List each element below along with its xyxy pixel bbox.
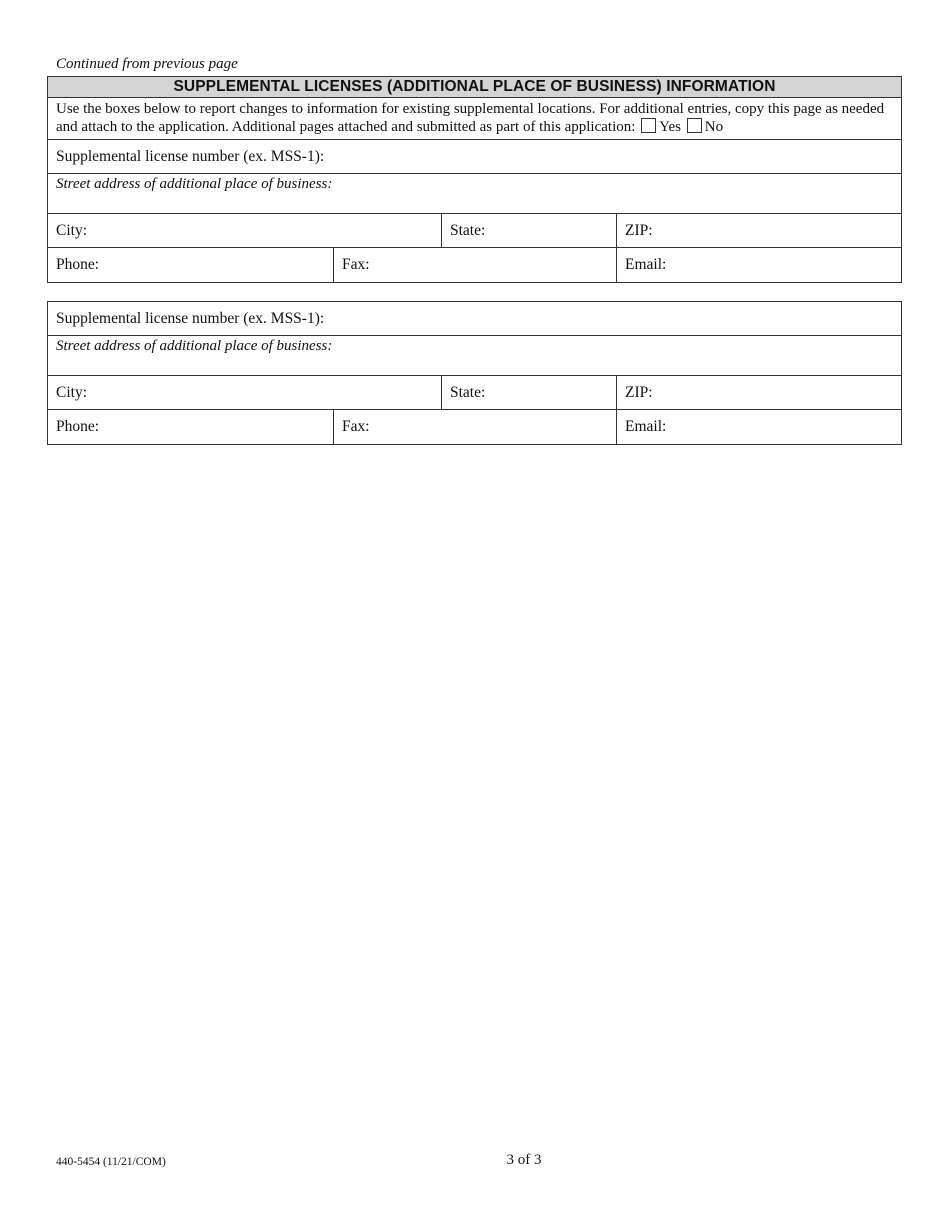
yes-label: Yes — [659, 119, 681, 135]
continued-note: Continued from previous page — [56, 56, 238, 72]
street-address-field[interactable]: Street address of additional place of business: — [56, 338, 333, 354]
zip-field[interactable]: ZIP: — [616, 214, 901, 247]
city-field[interactable]: City: — [56, 221, 88, 239]
page-number: 3 of 3 — [506, 1152, 542, 1168]
phone-field[interactable]: Phone: — [56, 418, 100, 435]
phone-field[interactable]: Phone: — [56, 256, 100, 273]
license-number-field[interactable]: Supplemental license number (ex. MSS-1): — [56, 309, 325, 327]
fax-field[interactable]: Fax: — [333, 410, 616, 444]
state-field[interactable]: State: — [441, 376, 616, 409]
section-title: SUPPLEMENTAL LICENSES (ADDITIONAL PLACE OF BUSINESS) INFORMATION — [48, 77, 901, 98]
yes-checkbox[interactable] — [641, 118, 656, 133]
instructions-text: Use the boxes below to report changes to information for existing supplemental locations. For additional entries, copy this page as needed and attach to the application. Additional pages attached and submitted as part of this application: — [56, 101, 885, 135]
fax-field[interactable]: Fax: — [333, 248, 616, 282]
supplemental-license-block-2 — [47, 301, 902, 445]
license-number-field[interactable]: Supplemental license number (ex. MSS-1): — [56, 147, 325, 165]
section-instructions — [48, 98, 901, 140]
email-field[interactable]: Email: — [616, 410, 901, 444]
state-field[interactable]: State: — [441, 214, 616, 247]
street-address-field[interactable]: Street address of additional place of business: — [56, 176, 333, 192]
form-number: 440-5454 (11/21/COM) — [56, 1156, 166, 1168]
city-field[interactable]: City: — [56, 383, 88, 401]
email-field[interactable]: Email: — [616, 248, 901, 282]
zip-field[interactable]: ZIP: — [616, 376, 901, 409]
supplemental-license-block-1 — [47, 76, 902, 283]
no-label: No — [704, 119, 724, 135]
no-checkbox[interactable] — [687, 118, 702, 133]
